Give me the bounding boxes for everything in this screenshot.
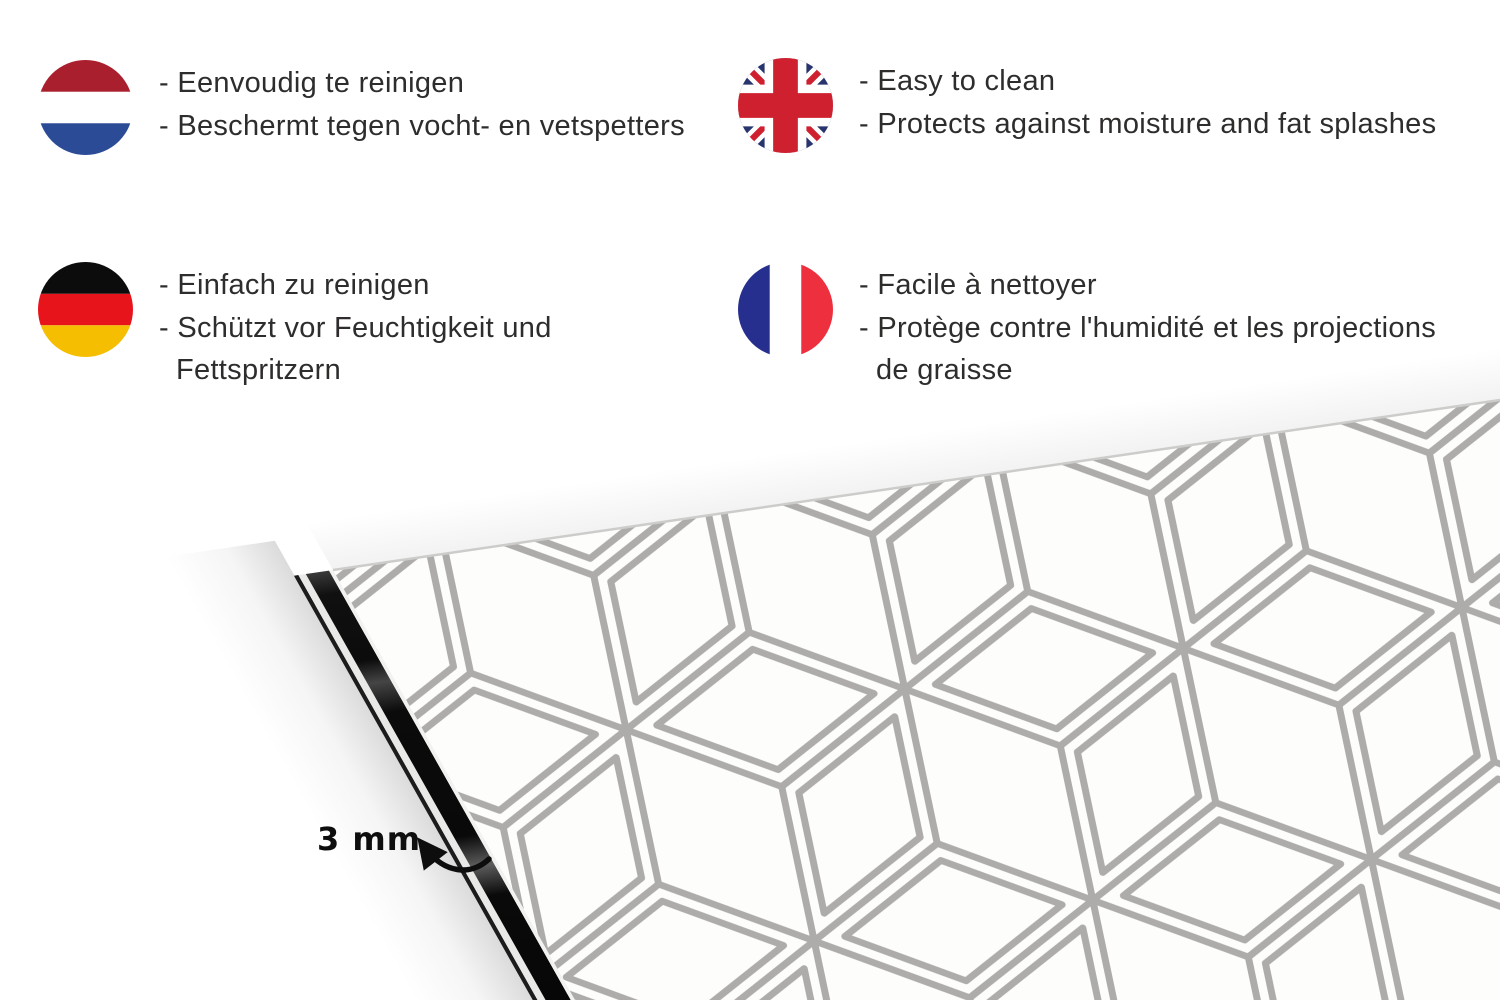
thickness-label: 3 mm [317, 820, 422, 858]
feature-block-english [738, 58, 1436, 153]
feature-block-dutch [38, 60, 685, 155]
feature-line: Fettspritzern [176, 354, 342, 386]
feature-line: de graisse [876, 354, 1013, 386]
feature-block-german [38, 262, 552, 392]
uk-flag-icon [738, 58, 833, 153]
feature-block-french [738, 262, 1436, 392]
netherlands-flag-icon [38, 60, 133, 155]
feature-line: - Protège contre l'humidité et les projections [859, 311, 1437, 344]
feature-line: - Schützt vor Feuchtigkeit und [159, 311, 552, 344]
feature-line: - Protects against moisture and fat splashes [859, 107, 1437, 140]
feature-line: - Eenvoudig te reinigen [159, 67, 465, 99]
feature-line: - Einfach zu reinigen [159, 269, 430, 301]
france-flag-icon [738, 262, 833, 357]
feature-line: - Easy to clean [859, 65, 1056, 97]
germany-flag-icon [38, 262, 133, 357]
feature-line: - Facile à nettoyer [859, 269, 1097, 301]
feature-line: - Beschermt tegen vocht- en vetspetters [159, 109, 685, 142]
